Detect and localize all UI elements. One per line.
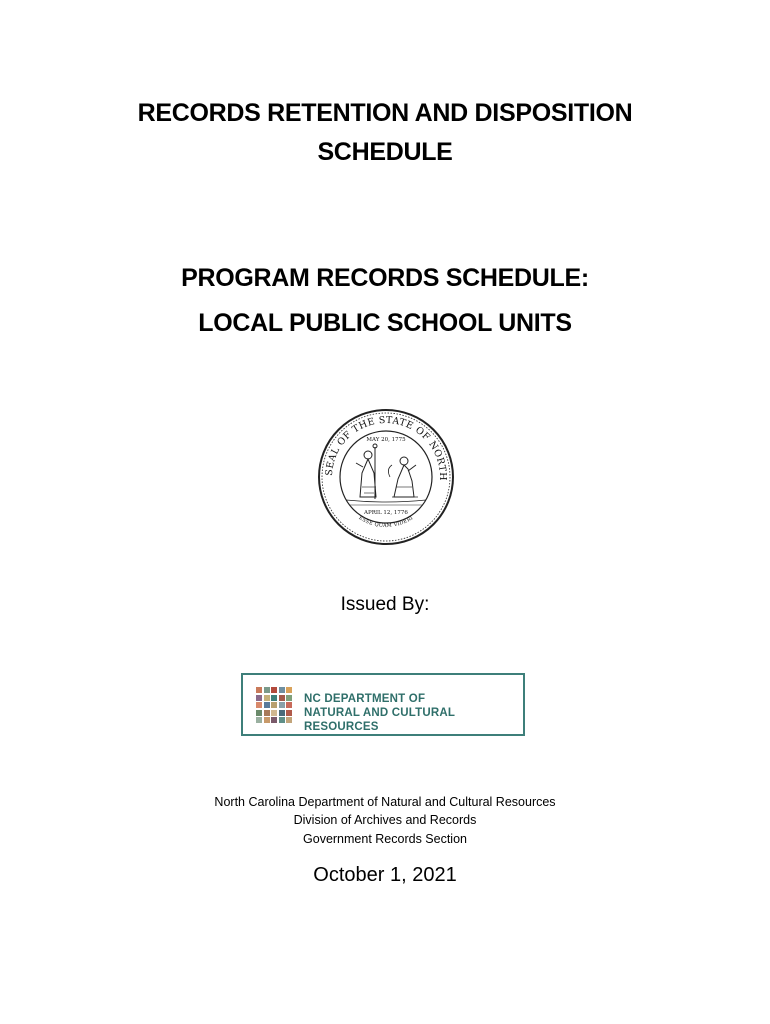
logo-tile bbox=[271, 710, 277, 716]
logo-tile bbox=[264, 710, 270, 716]
logo-tile bbox=[256, 702, 262, 708]
logo-tile bbox=[264, 687, 270, 693]
logo-tile bbox=[286, 717, 292, 723]
logo-tile bbox=[264, 695, 270, 701]
schedule-title-line-1: PROGRAM RECORDS SCHEDULE: bbox=[181, 264, 589, 292]
logo-tile bbox=[286, 695, 292, 701]
issuer-section: Government Records Section bbox=[303, 832, 467, 846]
issuer-department: North Carolina Department of Natural and Cultural Resources bbox=[214, 795, 556, 809]
logo-tile bbox=[264, 702, 270, 708]
seal-top-date: MAY 20, 1775 bbox=[366, 437, 406, 443]
document-title-line-2: SCHEDULE bbox=[317, 138, 453, 166]
document-title-line-1: RECORDS RETENTION AND DISPOSITION bbox=[137, 99, 633, 127]
logo-tile bbox=[286, 702, 292, 708]
logo-tile bbox=[279, 717, 285, 723]
seal-motto: ESSE QUAM VIDERI bbox=[357, 515, 415, 530]
logo-tile bbox=[264, 717, 270, 723]
state-seal-icon bbox=[316, 407, 456, 547]
logo-text-line-2: NATURAL AND CULTURAL RESOURCES bbox=[304, 707, 455, 733]
logo-tile bbox=[271, 695, 277, 701]
logo-tile bbox=[286, 710, 292, 716]
seal-bottom-date: APRIL 12, 1776 bbox=[364, 510, 408, 516]
logo-text bbox=[304, 692, 523, 734]
logo-tile bbox=[279, 702, 285, 708]
logo-tile bbox=[256, 710, 262, 716]
logo-tile bbox=[271, 702, 277, 708]
logo-tile bbox=[271, 687, 277, 693]
schedule-title-line-2: LOCAL PUBLIC SCHOOL UNITS bbox=[198, 309, 572, 337]
logo-mosaic-icon bbox=[256, 687, 292, 723]
logo-tile bbox=[256, 717, 262, 723]
logo-tile bbox=[256, 687, 262, 693]
issued-by-label: Issued By: bbox=[340, 594, 430, 615]
issuer-division: Division of Archives and Records bbox=[293, 813, 477, 827]
logo-tile bbox=[279, 687, 285, 693]
logo-tile bbox=[279, 695, 285, 701]
logo-tile bbox=[271, 717, 277, 723]
seal-ring-text: SEAL OF THE STATE OF NORTH bbox=[323, 414, 449, 482]
ncdncr-logo bbox=[241, 673, 525, 736]
logo-tile bbox=[286, 687, 292, 693]
logo-text-line-1: NC DEPARTMENT OF bbox=[304, 693, 426, 705]
issue-date: October 1, 2021 bbox=[313, 864, 457, 886]
logo-tile bbox=[256, 695, 262, 701]
logo-tile bbox=[279, 710, 285, 716]
